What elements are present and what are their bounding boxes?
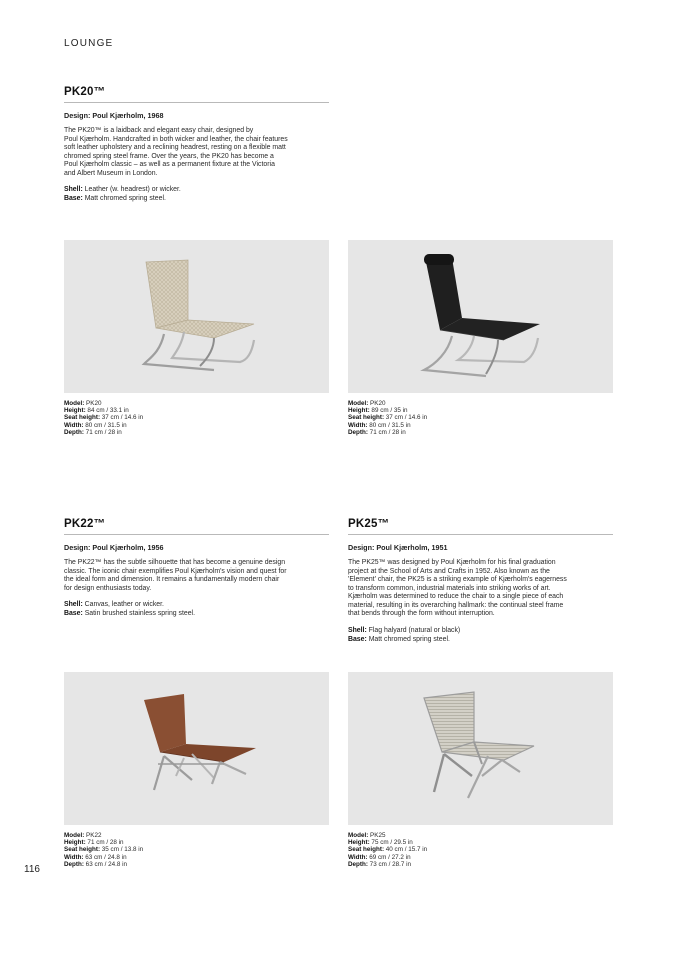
pk25-title: PK25™ [348,518,390,530]
depth-label: Depth: [64,860,84,868]
seat-height-value: 37 cm / 14.6 in [384,414,428,422]
width-value: 63 cm / 24.8 in [83,853,127,861]
pk22-divider [64,534,329,535]
pk25-description-line: that bends through the form without interruption. [348,610,495,617]
width-label: Width: [64,853,84,861]
shell-label: Shell: [64,186,83,193]
width-label: Width: [348,853,368,861]
height-value: 75 cm / 29.5 in [369,839,413,847]
height-value: 71 cm / 28 in [85,839,124,847]
height-label: Height: [64,839,86,847]
seat-height-label: Seat height: [64,414,101,422]
pk20-description [64,127,334,178]
depth-value: 71 cm / 28 in [83,428,122,436]
pk20-designer: Design: Poul Kjærholm, 1968 [64,111,164,120]
model-value: PK25 [368,832,386,839]
width-value: 69 cm / 27.2 in [367,853,411,861]
pk25-description-line: project at the School of Arts and Crafts in 1952. Also known as the [348,567,550,575]
pk22-description-line: The PK22™ has the subtle silhouette that has become a genuine design [64,559,286,566]
seat-height-value: 35 cm / 13.8 in [100,846,144,854]
pk22-designer: Design: Poul Kjærholm, 1956 [64,543,164,552]
pk25-description-line: Kjærholm was determined to reduce the chair to a single piece of each [348,593,564,600]
pk20-wicker-photo [64,240,329,393]
width-value: 80 cm / 31.5 in [83,421,127,429]
height-label: Height: [348,839,370,847]
pk22-base: Satin brushed stainless spring steel. [82,609,196,617]
pk25-specs [348,832,548,868]
model-label: Model: [348,400,369,407]
pk25-materials [348,627,618,644]
height-label: Height: [64,407,86,415]
pk22-description [64,559,334,593]
pk20-divider [64,102,329,103]
pk20-leather-photo [348,240,613,393]
height-label: Height: [348,407,370,415]
depth-value: 71 cm / 28 in [367,428,406,436]
pk22-description-line: the ideal form and dimension. It remains a fundamentally modern chair [64,576,280,583]
seat-height-value: 37 cm / 14.6 in [100,414,144,422]
pk25-designer: Design: Poul Kjærholm, 1951 [348,543,448,552]
pk25-divider [348,534,613,535]
height-value: 84 cm / 33.1 in [85,407,129,415]
pk25-shell: Flag halyard (natural or black) [366,627,461,634]
width-label: Width: [348,421,368,429]
seat-height-label: Seat height: [348,414,385,422]
model-value: PK20 [368,400,386,407]
base-label: Base: [348,635,367,643]
model-label: Model: [64,832,85,839]
depth-value: 63 cm / 24.8 in [83,860,127,868]
pk20-base: Matt chromed spring steel. [82,194,166,202]
shell-label: Shell: [348,627,367,634]
pk20-description-line: Poul Kjærholm. Handcrafted in both wicker and leather, the chair features [64,135,288,143]
height-value: 89 cm / 35 in [369,407,408,415]
pk25-description-line: 'Element' chair, the PK25 is a striking example of Kjærholm's eagerness [348,576,567,583]
pk25-description-line: to transform common, industrial materials into striking works of art. [348,584,551,592]
pk20-leather-specs [348,400,548,436]
pk25-description-line: material, resulting in its overarching hallmark: the continual steel frame [348,601,564,609]
depth-label: Depth: [348,860,368,868]
model-value: PK20 [84,400,102,407]
seat-height-value: 40 cm / 15.7 in [384,846,428,854]
seat-height-label: Seat height: [348,846,385,854]
pk25-photo [348,672,613,825]
pk20-description-line: Poul Kjærholm classic – as well as a permanent fixture at the Victoria [64,161,275,168]
model-value: PK22 [84,832,102,839]
depth-value: 73 cm / 28.7 in [367,860,411,868]
base-label: Base: [64,609,83,617]
pk20-title: PK20™ [64,86,106,98]
page-number: 116 [24,864,40,875]
pk22-description-line: for design enthusiasts today. [64,584,152,592]
pk20-materials [64,186,334,203]
model-label: Model: [64,400,85,407]
shell-label: Shell: [64,601,83,608]
pk20-description-line: soft leather upholstery and a reclining headrest, resting on a flexible matt [64,144,286,151]
width-value: 80 cm / 31.5 in [367,421,411,429]
pk25-description [348,559,618,619]
depth-label: Depth: [64,428,84,436]
pk20-description-line: and Albert Museum in London. [64,169,158,177]
pk22-description-line: classic. The iconic chair exemplifies Poul Kjærholm's vision and quest for [64,567,287,575]
pk22-title: PK22™ [64,518,106,530]
seat-height-label: Seat height: [64,846,101,854]
pk22-shell: Canvas, leather or wicker. [82,601,164,608]
pk22-specs [64,832,264,868]
section-label: LOUNGE [64,38,114,49]
pk25-base: Matt chromed spring steel. [366,635,450,643]
model-label: Model: [348,832,369,839]
pk20-wicker-specs [64,400,264,436]
pk22-photo [64,672,329,825]
pk20-shell: Leather (w. headrest) or wicker. [82,186,181,193]
pk25-description-line: The PK25™ was designed by Poul Kjærholm for his final graduation [348,559,556,566]
pk20-description-line: chromed spring steel frame. Over the years, the PK20 has become a [64,152,274,160]
base-label: Base: [64,194,83,202]
pk20-description-line: The PK20™ is a laidback and elegant easy chair, designed by [64,127,254,134]
width-label: Width: [64,421,84,429]
pk22-materials [64,601,334,618]
depth-label: Depth: [348,428,368,436]
